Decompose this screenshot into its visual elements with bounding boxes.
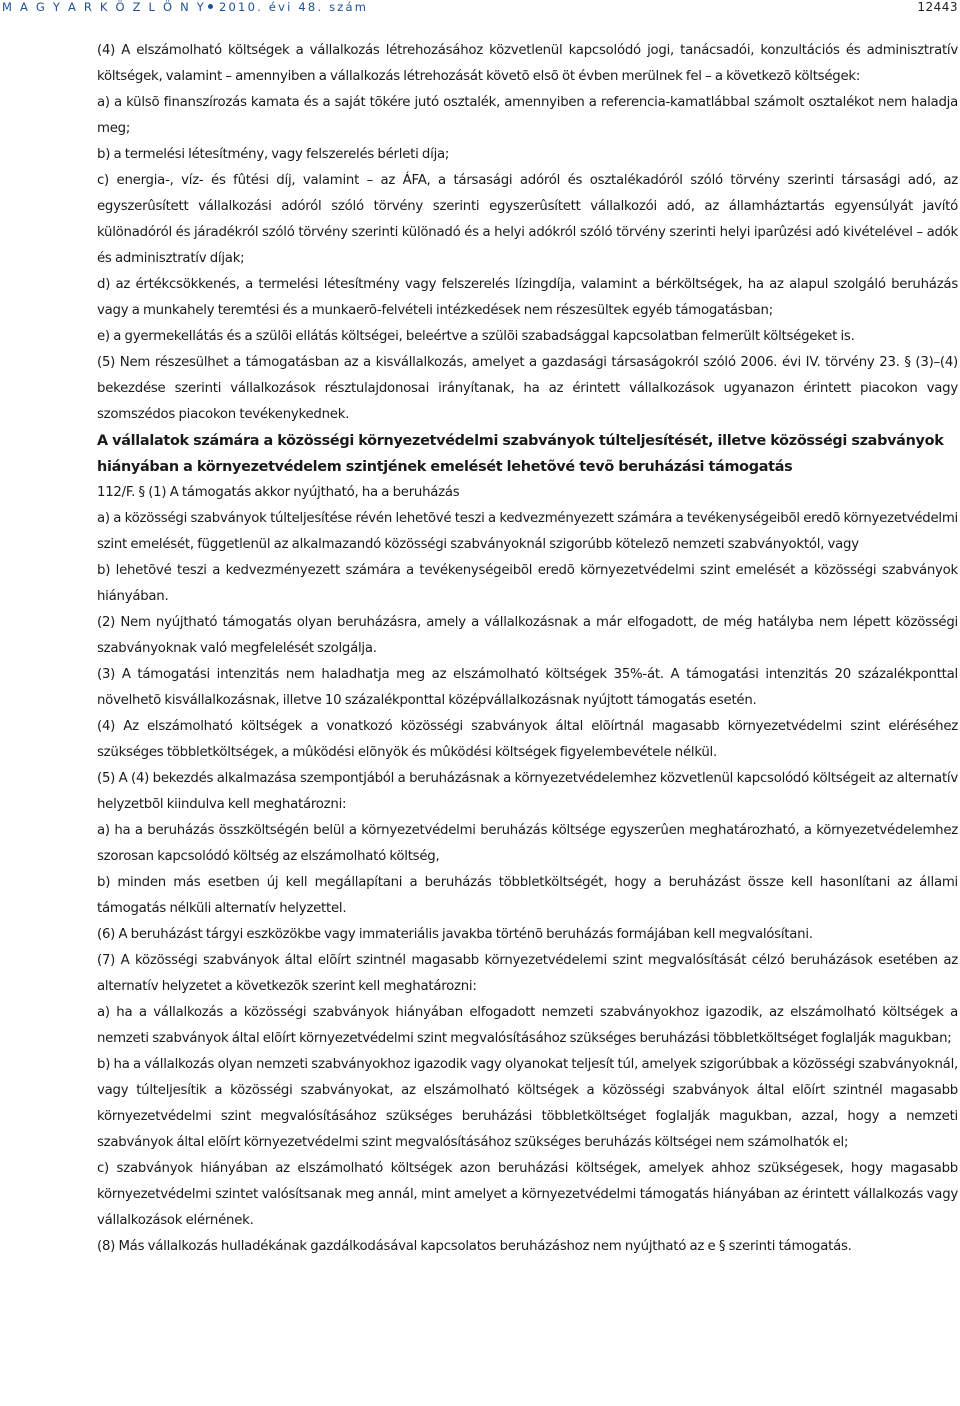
page-header	[0, 0, 960, 14]
paragraph: d) az értékcsökkenés, a termelési létesítmény vagy felszerelés lízingdíja, valamint a bérköltségek, ha az alapul szolgáló beruházás vagy a munkahely teremtési és a munkaerõ-felvételi intézkedések nem részesültek egyéb támogatásban;	[97, 277, 958, 318]
paragraph: 112/F. § (1) A támogatás akkor nyújtható, ha a beruházás	[97, 485, 460, 500]
paragraph: (7) A közösségi szabványok által elõírt szintnél magasabb környezetvédelemi szint megvalósítását célzó beruházások esetében az alternatív helyzetet a következõk szerint kell meghatározni:	[97, 953, 958, 994]
paragraph: c) szabványok hiányában az elszámolható költségek azon beruházási költségek, amelyek ahhoz szükségesek, hogy magasabb környezetvédelmi szintet valósítsanak meg annál, mint amelyet a környezetvédelmi támogatás hiányában az érintett vállalkozás vagy vállalkozások elérnének.	[97, 1161, 958, 1228]
paragraph: (5) A (4) bekezdés alkalmazása szempontjából a beruházásnak a környezetvédelemhez közvetlenül kapcsolódó költségeit az alternatív helyzetbõl kiindulva kell meghatározni:	[97, 771, 958, 812]
publication-title: M A G Y A R K Ö Z L Ö N Y	[2, 0, 207, 14]
section-heading: A vállalatok számára a közösségi környezetvédelmi szabványok túlteljesítését, illetve közösségi szabványok hiányában a környezetvédelem szintjének emelését lehetõvé tevõ beruházási támogatás	[97, 433, 944, 475]
paragraph: a) a külsõ finanszírozás kamata és a saját tõkére jutó osztalék, amennyiben a referencia-kamatlábbal számolt osztalékot nem haladja meg;	[97, 95, 958, 136]
paragraph: e) a gyermekellátás és a szülõi ellátás költségei, beleértve a szülõi szabadsággal kapcsolatban felmerült költségeket is.	[97, 329, 855, 344]
paragraph: (2) Nem nyújtható támogatás olyan beruházásra, amely a vállalkozásnak a már elfogadott, de még hatályba nem lépett közösségi szabványoknak való megfelelését szolgálja.	[97, 615, 958, 656]
paragraph: b) lehetõvé teszi a kedvezményezett számára a tevékenységeibõl eredõ környezetvédelmi szint emelését a közösségi szabványok hiányában.	[97, 563, 958, 604]
paragraph: a) ha a beruházás összköltségén belül a környezetvédelmi beruházás költsége egyszerûen meghatározható, a környezetvédelemhez szorosan kapcsolódó költség az elszámolható költség,	[97, 823, 958, 864]
paragraph: b) a termelési létesítmény, vagy felszerelés bérleti díja;	[97, 147, 450, 162]
paragraph: (4) A elszámolható költségek a vállalkozás létrehozásához közvetlenül kapcsolódó jogi, tanácsadói, konzultációs és adminisztratív költségek, valamint – amennyiben a vállalkozás létrehozását követõ elsõ öt évben merülnek fel – a következõ költségek:	[97, 43, 958, 84]
issue-label: 2010. évi 48. szám	[219, 0, 369, 14]
paragraph: b) minden más esetben új kell megállapítani a beruházás többletköltségét, hogy a beruházást össze kell hasonlítani az állami támogatás nélküli alternatív helyzettel.	[97, 875, 958, 916]
paragraph: (4) Az elszámolható költségek a vonatkozó közösségi szabványok által elõírtnál magasabb környezetvédelmi szint eléréséhez szükséges többletköltségek, a mûködési elõnyök és mûködési költségek figyelembevétele nélkül.	[97, 719, 958, 760]
paragraph: a) ha a vállalkozás a közösségi szabványok hiányában elfogadott nemzeti szabványokhoz igazodik, az elszámolható költségek a nemzeti szabványok által elõírt környezetvédelmi szint megvalósításához szükséges beruházási többletköltséget foglalják magukban;	[97, 1005, 958, 1046]
paragraph: (8) Más vállalkozás hulladékának gazdálkodásával kapcsolatos beruházáshoz nem nyújtható az e § szerinti támogatás.	[97, 1239, 852, 1254]
page-number: 12443	[917, 0, 958, 14]
paragraph: (6) A beruházást tárgyi eszközökbe vagy immateriális javakba történõ beruházás formájában kell megvalósítani.	[97, 927, 813, 942]
masthead	[2, 0, 368, 14]
paragraph: b) ha a vállalkozás olyan nemzeti szabványokhoz igazodik vagy olyanokat teljesít túl, amelyek szigorúbbak a közösségi szabványoknál, vagy túlteljesítik a közösségi szabványokat, az elszámolható költségek a közösségi szabványok által elõírt szintnél magasabb környezetvédelmi szint megvalósításához szükséges beruházási többletköltséget foglalják magukban, azzal, hogy a nemzeti szabványok által elõírt környezetvédelmi szint megvalósításához szükséges beruházás költségei nem számolhatók el;	[97, 1057, 958, 1150]
paragraph: c) energia-, víz- és fûtési díj, valamint – az ÁFA, a társasági adóról és osztalékadóról szóló törvény szerinti társasági adó, az egyszerûsített vállalkozási adóról szóló törvény szerinti egyszerûsített vállalkozói adó, az államháztartás egyensúlyát javító különadóról és járadékról szóló törvény szerinti különadó és a helyi adókról szóló törvény szerinti helyi iparûzési adó kivételével – adók és adminisztratív díjak;	[97, 173, 958, 266]
bullet-dot-icon	[208, 4, 213, 9]
paragraph: (3) A támogatási intenzitás nem haladhatja meg az elszámolható költségek 35%-át. A támogatási intenzitás 20 százalékponttal növelhetõ kisvállalkozásnak, illetve 10 százalékponttal középvállalkozásnak nyújtott támogatás esetén.	[97, 667, 958, 708]
paragraph: (5) Nem részesülhet a támogatásban az a kisvállalkozás, amelyet a gazdasági társaságokról szóló 2006. évi IV. törvény 23. § (3)–(4) bekezdése szerinti vállalkozások résztulajdonosai irányítanak, ha az érintett vállalkozások ugyanazon érintett piacokon vagy szomszédos piacokon tevékenykednek.	[97, 355, 958, 422]
paragraph: a) a közösségi szabványok túlteljesítése révén lehetõvé teszi a kedvezményezett számára a tevékenységeibõl eredõ környezetvédelmi szint emelését, függetlenül az alkalmazandó közösségi szabványoknál szigorúbb kötelezõ nemzeti szabványoktól, vagy	[97, 511, 958, 552]
document-body	[97, 38, 958, 1260]
